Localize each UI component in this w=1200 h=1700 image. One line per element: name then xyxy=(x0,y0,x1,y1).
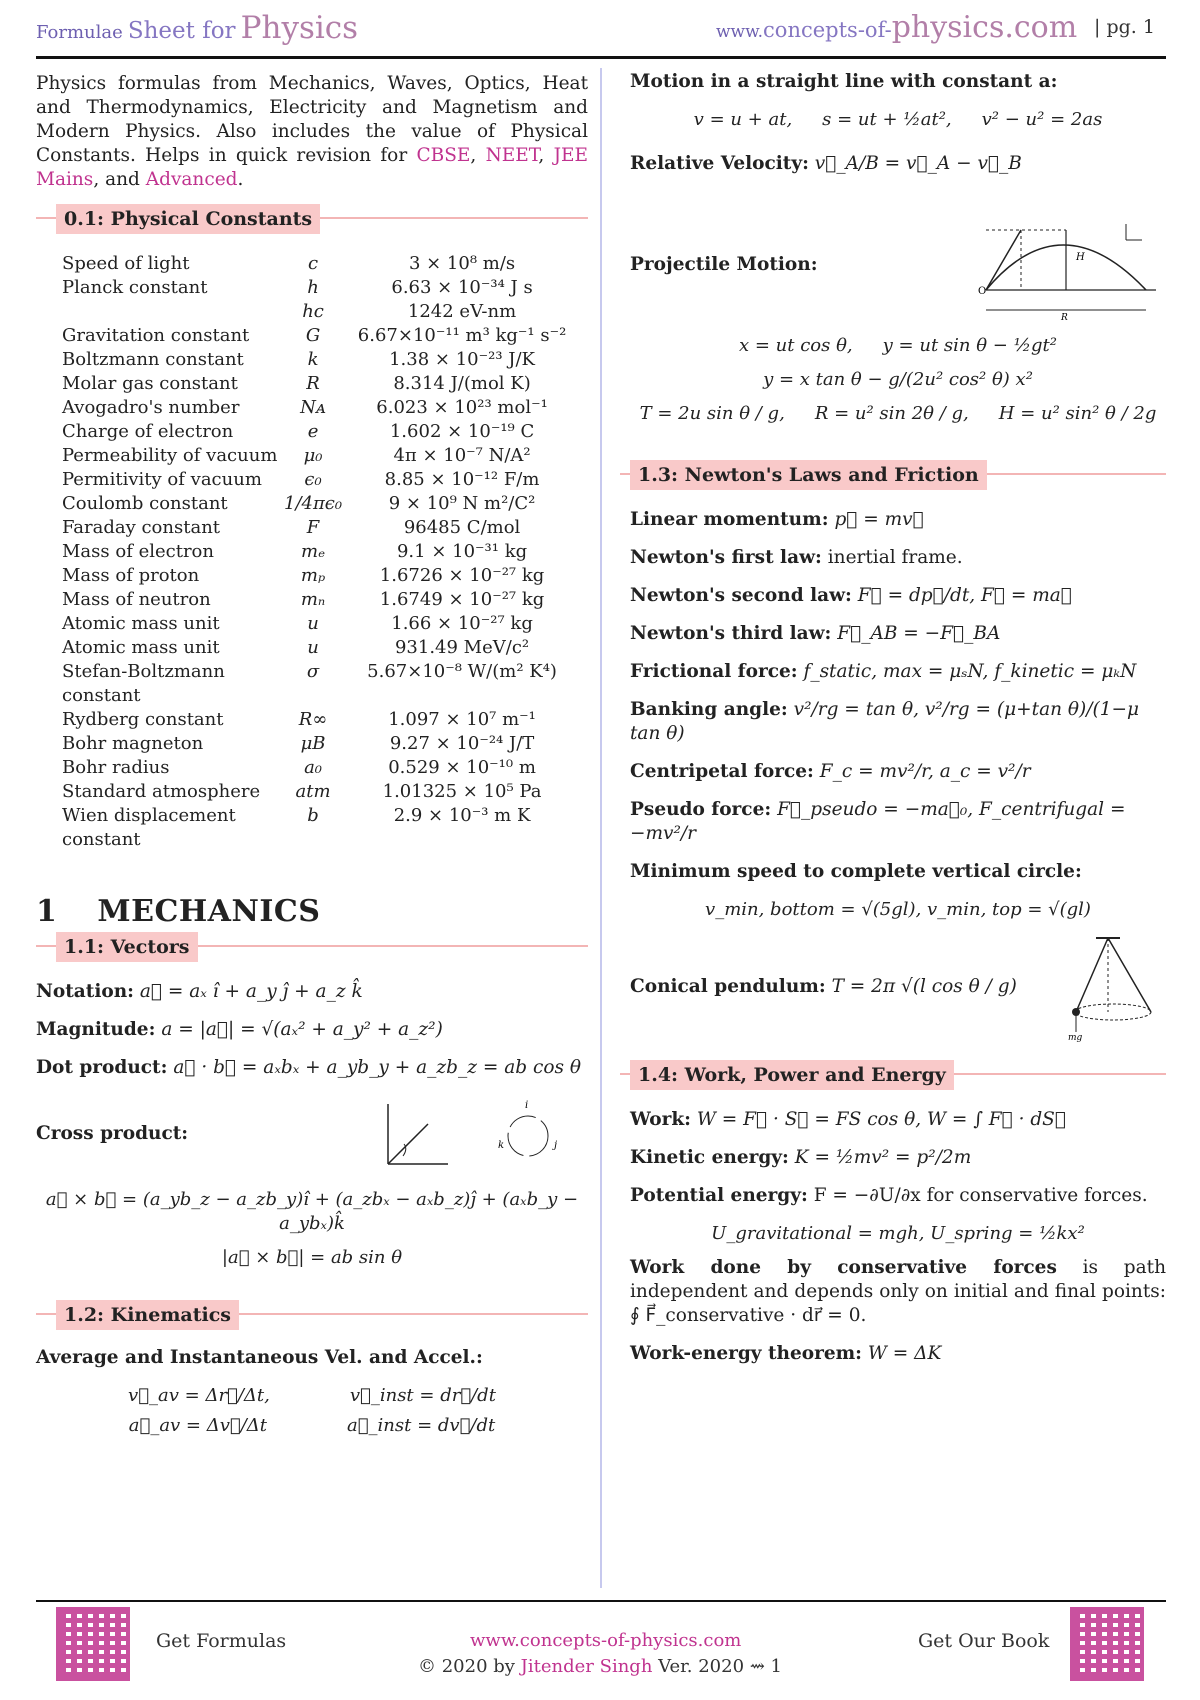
constant-sym: hc xyxy=(302,301,324,322)
site-part-2: concepts-of- xyxy=(763,18,892,42)
sep-and: , and xyxy=(93,169,146,190)
label: Cross product: xyxy=(36,1123,189,1144)
constant-row xyxy=(62,780,582,804)
constant-val: 1242 eV-nm xyxy=(407,301,517,322)
version: Ver. 2020 ⇝ 1 xyxy=(652,1656,782,1677)
label: Motion in a straight line with constant a: xyxy=(630,71,1058,92)
constant-row xyxy=(62,444,582,468)
section-heading-vectors xyxy=(36,932,588,968)
eq-T: T = 2u sin θ / g, xyxy=(639,403,785,424)
label: Newton's third law: xyxy=(630,623,832,644)
label: Frictional force: xyxy=(630,661,798,682)
constant-val: 1.6749 × 10⁻²⁷ kg xyxy=(379,589,545,610)
frictional-force xyxy=(630,660,1166,684)
conical-pendulum-diagram xyxy=(1056,932,1166,1042)
constant-name: Faraday constant xyxy=(62,517,221,538)
label: Banking angle: xyxy=(630,699,788,720)
constant-sym: G xyxy=(305,325,321,346)
constant-val: 0.529 × 10⁻¹⁰ m xyxy=(388,757,536,778)
heading-box: 1.2: Kinematics xyxy=(56,1300,239,1330)
cross-product-magnitude: |a⃗ × b⃗| = ab sin θ xyxy=(221,1247,403,1268)
equation: f_static, max = μₛN, f_kinetic = μₖN xyxy=(803,661,1137,682)
constant-name: Wien displacement constant xyxy=(62,805,236,850)
constant-name: Bohr radius xyxy=(62,757,170,778)
title-word-2: Sheet for xyxy=(127,18,236,44)
constant-name: Bohr magneton xyxy=(62,733,204,754)
constant-row xyxy=(62,804,582,852)
constant-name: Speed of light xyxy=(62,253,190,274)
eq-x: x = ut cos θ, xyxy=(738,335,853,356)
label: Relative Velocity: xyxy=(630,153,809,174)
label: Dot product: xyxy=(36,1057,168,1078)
constant-sym: c xyxy=(308,253,319,274)
constant-name: Planck constant xyxy=(62,277,208,298)
label: Centripetal force: xyxy=(630,761,814,782)
sep: , xyxy=(470,145,486,166)
header-site-link[interactable] xyxy=(716,10,1077,45)
heading-box: 1.4: Work, Power and Energy xyxy=(630,1060,954,1090)
constant-val: 8.314 J/(mol K) xyxy=(393,373,531,394)
constant-sym: b xyxy=(307,805,319,826)
svg-text:mg: mg xyxy=(1068,1033,1083,1042)
constant-val: 9 × 10⁹ N m²/C² xyxy=(388,493,536,514)
equation: a⃗ = aₓ î + a_y ĵ + a_z k̂ xyxy=(139,981,363,1002)
eq-1: v = u + at, xyxy=(693,109,793,130)
constant-row xyxy=(62,396,582,420)
work-energy-theorem xyxy=(630,1342,1166,1366)
eq-y: y = ut sin θ − ½gt² xyxy=(882,335,1057,356)
constant-val: 8.85 × 10⁻¹² F/m xyxy=(384,469,540,490)
constant-name: Coulomb constant xyxy=(62,493,228,514)
constant-name: Standard atmosphere xyxy=(62,781,261,802)
equation: a⃗ · b⃗ = aₓbₓ + a_yb_y + a_zb_z = ab cos θ xyxy=(173,1057,581,1078)
constant-val: 931.49 MeV/c² xyxy=(394,637,530,658)
conical-pendulum xyxy=(630,932,1166,1042)
equation: v²/rg = tan θ, v²/rg = (μ+tan θ)/(1−μ tan θ) xyxy=(630,699,1139,744)
svg-text:R: R xyxy=(1061,313,1068,320)
projectile-diagram xyxy=(966,210,1166,320)
eq-R: R = u² sin 2θ / g, xyxy=(814,403,969,424)
constant-name: Mass of proton xyxy=(62,565,200,586)
constants-table xyxy=(62,252,582,852)
a-inst: a⃗_inst = dv⃗/dt xyxy=(347,1415,496,1436)
qr-code-formulas[interactable] xyxy=(56,1607,130,1681)
min-speed-equation: v_min, bottom = √(5gl), v_min, top = √(gl) xyxy=(705,899,1091,920)
constant-sym: h xyxy=(307,277,319,298)
equation: v⃗_A/B = v⃗_A − v⃗_B xyxy=(814,153,1022,174)
v-avg: v⃗_av = Δr⃗/Δt, xyxy=(128,1385,270,1406)
constant-row xyxy=(62,252,582,276)
constant-row xyxy=(62,564,582,588)
get-formulas-text[interactable]: Get Formulas xyxy=(156,1630,287,1652)
heading-box: 0.1: Physical Constants xyxy=(56,204,320,234)
eq-H: H = u² sin² θ / 2g xyxy=(998,403,1157,424)
constant-val: 6.67×10⁻¹¹ m³ kg⁻¹ s⁻² xyxy=(357,325,567,346)
newton-second-law xyxy=(630,584,1166,608)
constant-row xyxy=(62,276,582,300)
constant-val: 96485 C/mol xyxy=(403,517,521,538)
potential-energy-forms: U_gravitational = mgh, U_spring = ½kx² xyxy=(711,1223,1085,1244)
proj-THR xyxy=(630,402,1166,426)
min-speed-vertical-circle xyxy=(630,860,1166,884)
label: Magnitude: xyxy=(36,1019,156,1040)
vector-magnitude xyxy=(36,1018,588,1042)
constant-name: Mass of neutron xyxy=(62,589,211,610)
constant-name: Stefan-Boltzmann constant xyxy=(62,661,225,706)
link-advanced[interactable]: Advanced xyxy=(145,169,238,190)
author-link[interactable]: Jitender Singh xyxy=(520,1656,653,1677)
svg-text:i: i xyxy=(525,1100,529,1111)
section-heading-kinematics xyxy=(36,1300,588,1336)
constant-sym: a₀ xyxy=(304,757,323,778)
eq-2: s = ut + ½at², xyxy=(822,109,952,130)
constant-val: 6.023 × 10²³ mol⁻¹ xyxy=(376,397,548,418)
constant-sym: atm xyxy=(295,781,331,802)
intro-paragraph xyxy=(36,72,588,192)
constant-sym: μ₀ xyxy=(303,445,323,466)
conical-pendulum-figure xyxy=(1056,932,1166,1042)
constant-val: 1.38 × 10⁻²³ J/K xyxy=(389,349,535,370)
constant-val: 9.27 × 10⁻²⁴ J/T xyxy=(389,733,535,754)
newton-first-law xyxy=(630,546,1166,570)
title-word-1: Formulae xyxy=(36,22,123,43)
constant-val: 1.602 × 10⁻¹⁹ C xyxy=(389,421,535,442)
constant-row xyxy=(62,612,582,636)
footer-copyright xyxy=(418,1656,782,1677)
eq-3: v² − u² = 2as xyxy=(981,109,1103,130)
label: Newton's second law: xyxy=(630,585,852,606)
constant-val: 1.66 × 10⁻²⁷ kg xyxy=(391,613,533,634)
label: Kinetic energy: xyxy=(630,1147,789,1168)
constant-name: Permitivity of vacuum xyxy=(62,469,262,490)
constant-val: 9.1 × 10⁻³¹ kg xyxy=(396,541,528,562)
constant-row xyxy=(62,516,582,540)
banking-angle xyxy=(630,698,1166,746)
projectile-figure xyxy=(966,210,1166,320)
label: Newton's first law: xyxy=(630,547,822,568)
constant-name: Permeability of vacuum xyxy=(62,445,278,466)
period: . xyxy=(237,169,244,190)
constant-name: Gravitation constant xyxy=(62,325,250,346)
constant-row xyxy=(62,660,582,708)
vector-cross-product xyxy=(36,1094,588,1174)
svg-text:H: H xyxy=(1076,252,1085,263)
equation: K = ½mv² = p²/2m xyxy=(794,1147,972,1168)
get-book-text[interactable]: Get Our Book xyxy=(918,1630,1050,1652)
label: Projectile Motion: xyxy=(630,254,818,275)
equation: a = |a⃗| = √(aₓ² + a_y² + a_z²) xyxy=(161,1019,443,1040)
label: Minimum speed to complete vertical circle: xyxy=(630,861,1082,882)
constant-name: Mass of electron xyxy=(62,541,214,562)
avg-inst-heading xyxy=(36,1346,588,1370)
svg-text:j: j xyxy=(554,1140,558,1151)
conservative-work xyxy=(630,1256,1166,1328)
section-heading-constants xyxy=(36,204,588,240)
vector-dot-product xyxy=(36,1056,588,1080)
heading-box: 1.1: Vectors xyxy=(56,932,198,962)
equation: T = 2π √(l cos θ / g) xyxy=(831,976,1017,997)
cross-product-expansion: a⃗ × b⃗ = (a_yb_z − a_zb_y)î + (a_zbₓ − aₓb_z)ĵ + (aₓb_y − a_ybₓ)k̂ xyxy=(45,1189,579,1234)
constant-row xyxy=(62,324,582,348)
svg-text:O: O xyxy=(978,286,987,297)
constant-row xyxy=(62,372,582,396)
constant-sym: k xyxy=(307,349,319,370)
constant-row xyxy=(62,468,582,492)
constant-row xyxy=(62,756,582,780)
a-avg: a⃗_av = Δv⃗/Δt xyxy=(128,1415,268,1436)
qr-code-book[interactable] xyxy=(1070,1607,1144,1681)
newton-third-law xyxy=(630,622,1166,646)
accel-row xyxy=(36,1414,588,1438)
constant-val: 1.01325 × 10⁵ Pa xyxy=(382,781,542,802)
label: Conical pendulum: xyxy=(630,976,826,997)
footer-site-link[interactable]: www.concepts-of-physics.com xyxy=(470,1630,742,1651)
site-part-1: www. xyxy=(716,22,764,42)
equation: inertial frame. xyxy=(827,547,963,568)
constant-sym: e xyxy=(307,421,319,442)
link-cbse[interactable]: CBSE xyxy=(416,145,471,166)
intro-text: Physics formulas from Mechanics, Waves, Optics, Heat and Thermodynamics, Electricity and Magnetism and Modern Physics. Also includes the value of Physical Constants. Helps in quick revision for xyxy=(36,73,588,166)
equation: F⃗_pseudo = −ma⃗₀, F_centrifugal = −mv²/r xyxy=(630,799,1126,844)
heading-box: 1.3: Newton's Laws and Friction xyxy=(630,460,987,490)
cross-product-diagram xyxy=(348,1094,588,1174)
constant-sym: F xyxy=(306,517,320,538)
velocity-row xyxy=(36,1384,588,1408)
constant-row xyxy=(62,732,582,756)
work xyxy=(630,1108,1166,1132)
equation: F_c = mv²/r, a_c = v²/r xyxy=(819,761,1031,782)
label: Average and Instantaneous Vel. and Accel.: xyxy=(36,1347,483,1368)
label: Potential energy: xyxy=(630,1185,808,1206)
centripetal-force xyxy=(630,760,1166,784)
chapter-number: 1 xyxy=(36,894,58,929)
motion-constant-a xyxy=(630,70,1166,94)
constant-val: 1.6726 × 10⁻²⁷ kg xyxy=(379,565,545,586)
link-jee-mains[interactable]: JEE Mains xyxy=(36,145,588,190)
link-neet[interactable]: NEET xyxy=(485,145,539,166)
constant-val: 2.9 × 10⁻³ m K xyxy=(393,805,531,826)
footer-rule xyxy=(36,1600,1166,1602)
constant-val: 5.67×10⁻⁸ W/(m² K⁴) xyxy=(367,661,557,682)
section-heading-work xyxy=(630,1060,1166,1096)
section-heading-newton xyxy=(630,460,1166,496)
motion-equations xyxy=(630,108,1166,132)
equation: F⃗ = dp⃗/dt, F⃗ = ma⃗ xyxy=(857,585,1072,606)
constant-sym: Nᴀ xyxy=(300,397,327,418)
constant-name: Atomic mass unit xyxy=(62,613,220,634)
constant-sym: σ xyxy=(306,661,320,682)
proj-trajectory: y = x tan θ − g/(2u² cos² θ) x² xyxy=(763,369,1033,390)
constant-row xyxy=(62,588,582,612)
constant-sym: R xyxy=(306,373,320,394)
right-column xyxy=(630,68,1166,1380)
linear-momentum xyxy=(630,508,1166,532)
left-column xyxy=(36,68,588,1444)
constant-sym: μB xyxy=(300,733,326,754)
constant-sym: R∞ xyxy=(298,709,328,730)
title-word-3: Physics xyxy=(240,10,359,46)
site-part-3: physics.com xyxy=(891,10,1078,45)
equation: F⃗_AB = −F⃗_BA xyxy=(837,623,1001,644)
label: Work: xyxy=(630,1109,692,1130)
chapter-title: MECHANICS xyxy=(97,894,321,929)
equation: F = −∂U/∂x for conservative forces. xyxy=(813,1185,1148,1206)
constant-sym: mₚ xyxy=(300,565,326,586)
projectile-motion xyxy=(630,210,1166,320)
constant-sym: ϵ₀ xyxy=(304,469,322,490)
constant-val: 1.097 × 10⁷ m⁻¹ xyxy=(388,709,536,730)
equation: p⃗ = mv⃗ xyxy=(834,509,924,530)
constant-row xyxy=(62,708,582,732)
page-number: | pg. 1 xyxy=(1094,16,1155,38)
constant-sym: mₑ xyxy=(301,541,326,562)
page-header xyxy=(36,4,1166,56)
v-inst: v⃗_inst = dr⃗/dt xyxy=(349,1385,496,1406)
constant-name: Avogadro's number xyxy=(62,397,240,418)
potential-energy xyxy=(630,1184,1166,1208)
text: is path independent and depends only on initial and final points: ∮ F⃗_conservative · dr⃗ = 0. xyxy=(630,1257,1166,1326)
label: Work-energy theorem: xyxy=(630,1343,862,1364)
constant-name: Rydberg constant xyxy=(62,709,224,730)
constant-val: 3 × 10⁸ m/s xyxy=(408,253,516,274)
sep: , xyxy=(538,145,554,166)
label: Pseudo force: xyxy=(630,799,772,820)
constant-sym: u xyxy=(307,613,319,634)
label: Linear momentum: xyxy=(630,509,829,530)
equation: W = ΔK xyxy=(867,1343,942,1364)
constant-sym: mₙ xyxy=(300,589,326,610)
kinetic-energy xyxy=(630,1146,1166,1170)
constant-sym: 1/4πϵ₀ xyxy=(284,493,343,514)
constant-name: Molar gas constant xyxy=(62,373,238,394)
pseudo-force xyxy=(630,798,1166,846)
label: Notation: xyxy=(36,981,134,1002)
proj-xy xyxy=(630,334,1166,358)
copy-prefix: © 2020 by xyxy=(418,1656,521,1677)
constant-row xyxy=(62,420,582,444)
constant-row xyxy=(62,636,582,660)
chapter-heading xyxy=(36,894,588,929)
constant-name: Boltzmann constant xyxy=(62,349,244,370)
sheet-title xyxy=(36,10,358,46)
constant-row xyxy=(62,492,582,516)
constant-row xyxy=(62,300,582,324)
header-rule xyxy=(36,56,1166,59)
label: Work done by conservative forces xyxy=(630,1257,1057,1278)
constant-sym: u xyxy=(307,637,319,658)
constant-name: Atomic mass unit xyxy=(62,637,220,658)
constant-val: 4π × 10⁻⁷ N/A² xyxy=(393,445,531,466)
relative-velocity xyxy=(630,152,1166,176)
constant-name: Charge of electron xyxy=(62,421,234,442)
constant-row xyxy=(62,348,582,372)
vector-notation xyxy=(36,980,588,1004)
constant-val: 6.63 × 10⁻³⁴ J s xyxy=(391,277,533,298)
equation: W = F⃗ · S⃗ = FS cos θ, W = ∫ F⃗ · dS⃗ xyxy=(696,1109,1066,1130)
svg-text:k: k xyxy=(498,1140,505,1151)
cross-product-figure xyxy=(348,1094,588,1174)
constant-row xyxy=(62,540,582,564)
column-divider xyxy=(600,68,602,1588)
constant-name xyxy=(62,300,284,324)
